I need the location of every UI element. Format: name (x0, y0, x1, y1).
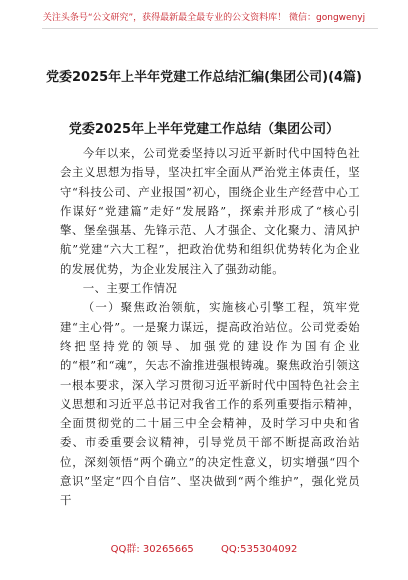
header-divider (42, 28, 378, 29)
document-title: 党委2025年上半年党建工作总结汇编(集团公司)(4篇) (46, 70, 362, 85)
header-note: 关注头条号“公文研究”，获得最新最全最专业的公文资料库！ 微信：gongwenyj (42, 13, 366, 23)
footer-contact (0, 540, 408, 555)
document-body (60, 144, 360, 511)
body-paragraph-political: （一）聚焦政治领航，实施核心引擎工程，筑牢党建“主心骨”。一是聚力谋远，提高政治站位。公司党委始终把坚持党的领导、加强党的建设作为国有企业的“根”和“魂”，矢志不渝推进强根铸魂。聚焦政治引领这一根本要求，深入学习贯彻习近平新时代中国特色社会主义思想和习近平总书记对我省工作的系列重要指示精神，全面贯彻党的二十届三中全会精神，及时学习中央和省委、市委重要会议精神，引导党员干部不断提高政治站位，深刻领悟“两个确立”的决定性意义，切实增强“四个意识”坚定“四个自信”、坚决做到“两个维护”，强化党员干 (60, 300, 360, 508)
body-subheading: 一、主要工作情况 (82, 281, 178, 296)
section-title: 党委2025年上半年党建工作总结（集团公司） (68, 122, 340, 137)
body-paragraph-intro: 今年以来，公司党委坚持以习近平新时代中国特色社会主义思想为指导，坚决扛牢全面从严治党主体责任，坚守“科技公司、产业报国”初心，围绕企业生产经营中心工作谋好“党建篇”走好“发展路”，探索并形成了“核心引擎、堡垒强基、先锋示范、人才强企、文化聚力、清风护航”党建“六大工程”，把政治优势和组织优势转化为企业的发展优势，为企业发展注入了强劲动能。 (60, 146, 360, 276)
footer-qq: QQ:535304092 (221, 544, 298, 555)
footer-qq-group: QQ群: 30265665 (110, 544, 194, 555)
